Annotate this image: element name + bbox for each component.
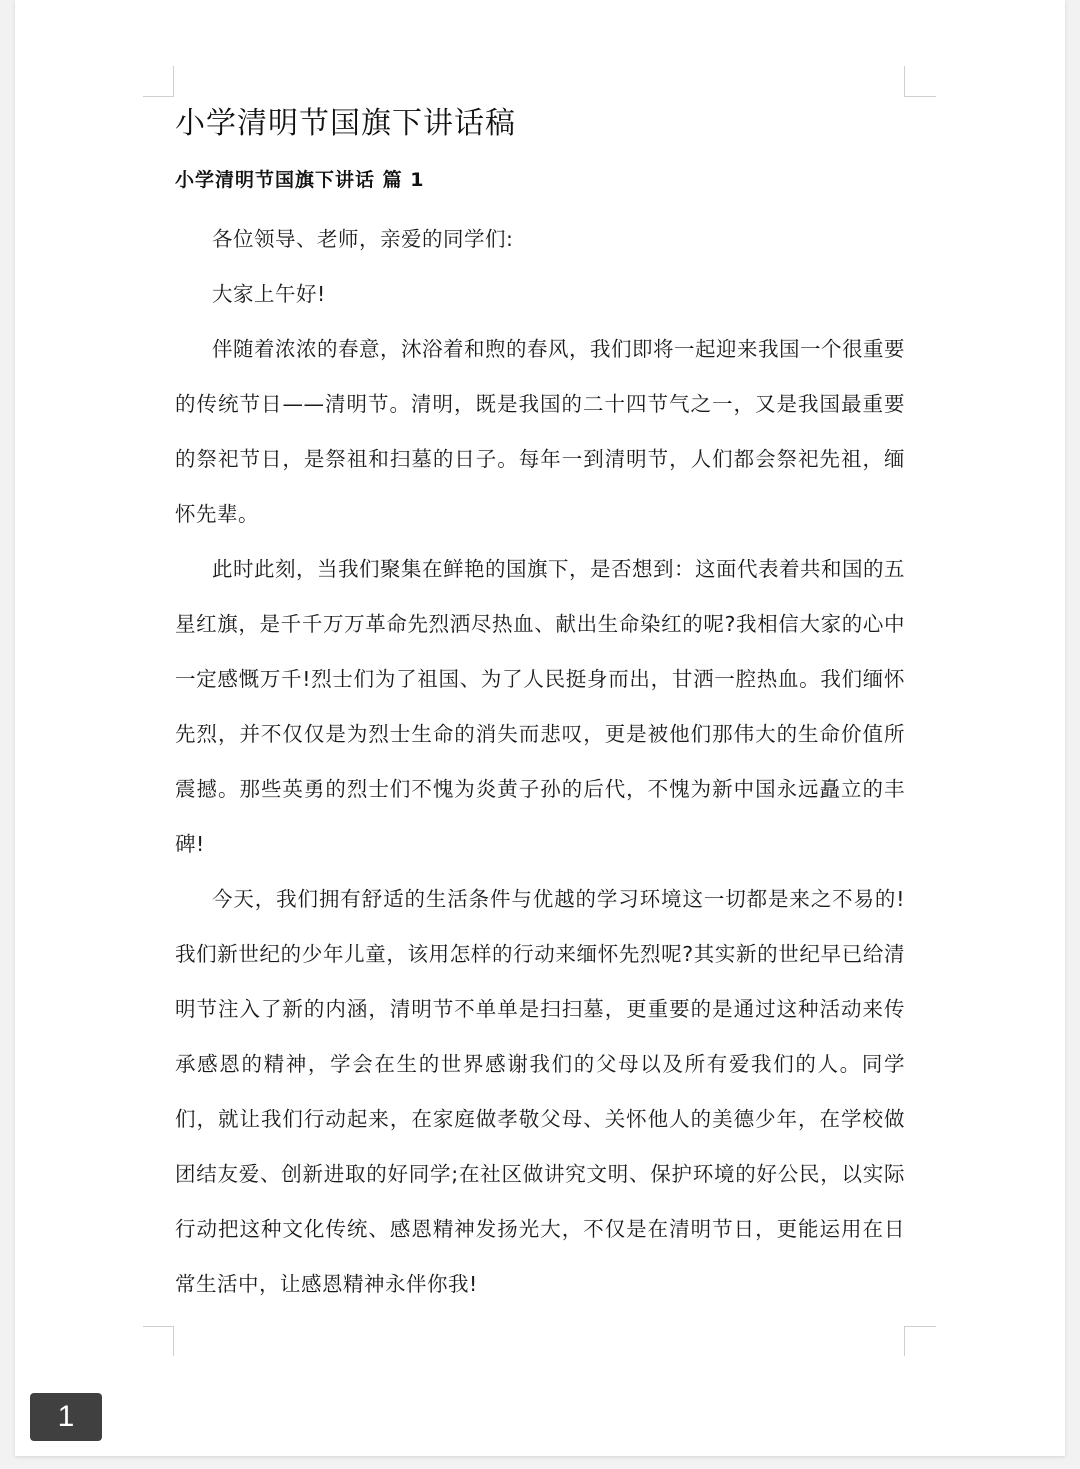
- crop-mark-top-right: [904, 96, 936, 97]
- section-heading: 小学清明节国旗下讲话 篇 1: [175, 169, 425, 191]
- document-title: 小学清明节国旗下讲话稿: [175, 106, 516, 141]
- crop-mark-bottom-right: [904, 1326, 936, 1327]
- crop-mark-top-right: [904, 66, 905, 97]
- crop-mark-bottom-left: [173, 1326, 174, 1356]
- paragraph-greeting: 各位领导、老师，亲爱的同学们:: [212, 227, 514, 251]
- paragraph: 伴随着浓浓的春意，沐浴着和煦的春风，我们即将一起迎来我国一个很重要的传统节日——清明节。清明，既是我国的二十四节气之一，又是我国最重要的祭祀节日，是祭祖和扫墓的日子。每年一到清明节，人们都会祭祀先祖，缅怀先辈。: [175, 337, 905, 526]
- paragraph: 此时此刻，当我们聚集在鲜艳的国旗下，是否想到：这面代表着共和国的五星红旗，是千千万万革命先烈洒尽热血、献出生命染红的呢?我相信大家的心中一定感慨万千!烈士们为了祖国、为了人民挺身而出，甘洒一腔热血。我们缅怀先烈，并不仅仅是为烈士生命的消失而悲叹，更是被他们那伟大的生命价值所震撼。那些英勇的烈士们不愧为炎黄子孙的后代，不愧为新中国永远矗立的丰碑!: [175, 557, 905, 856]
- crop-mark-top-left: [143, 96, 174, 97]
- paragraph-salutation: 大家上午好!: [212, 282, 326, 306]
- crop-mark-top-left: [173, 66, 174, 97]
- document-body: [175, 100, 905, 1312]
- document-page: [15, 0, 1065, 1456]
- page-number-badge: 1: [30, 1393, 102, 1441]
- crop-mark-bottom-left: [143, 1326, 174, 1327]
- crop-mark-bottom-right: [904, 1326, 905, 1356]
- paragraph: 今天，我们拥有舒适的生活条件与优越的学习环境这一切都是来之不易的!我们新世纪的少年儿童，该用怎样的行动来缅怀先烈呢?其实新的世纪早已给清明节注入了新的内涵，清明节不单单是扫扫墓，更重要的是通过这种活动来传承感恩的精神，学会在生的世界感谢我们的父母以及所有爱我们的人。同学们，就让我们行动起来，在家庭做孝敬父母、关怀他人的美德少年，在学校做团结友爱、创新进取的好同学;在社区做讲究文明、保护环境的好公民，以实际行动把这种文化传统、感恩精神发扬光大，不仅是在清明节日，更能运用在日常生活中，让感恩精神永伴你我!: [175, 887, 905, 1296]
